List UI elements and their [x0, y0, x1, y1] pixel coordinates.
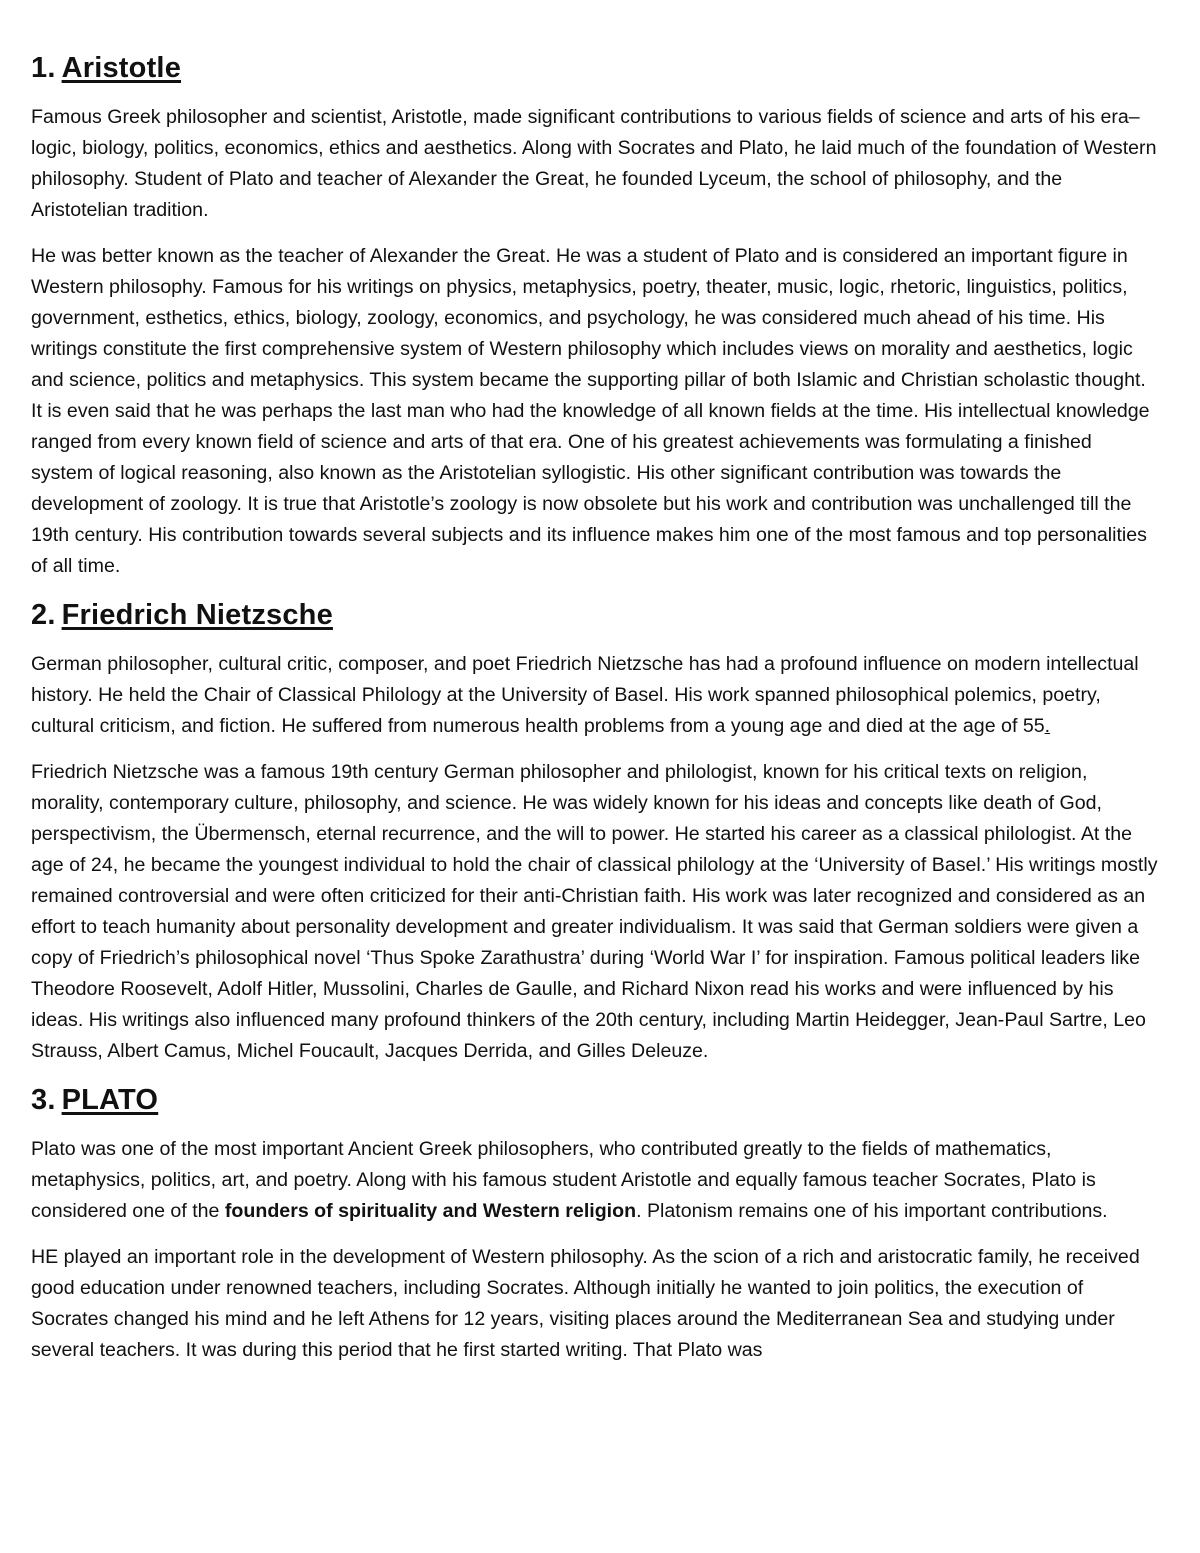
- section-heading: [31, 597, 1158, 633]
- paragraph: HE played an important role in the development of Western philosophy. As the scion of a rich and aristocratic family, he received good education under renowned teachers, including Socrates. Although initially he wanted to join politics, the execution of Socrates changed his mind and he left Athens for 12 years, visiting places around the Mediterranean Sea and studying under several teachers. It was during this period that he first started writing. That Plato was: [31, 1246, 1140, 1361]
- paragraph-text: German philosopher, cultural critic, composer, and poet Friedrich Nietzsche has had a profound influence on modern intellectual history. He held the Chair of Classical Philology at the University of Basel. His work spanned philosophical polemics, poetry, cultural criticism, and fiction. He suffered from numerous health problems from a young age and died at the age of 55: [31, 653, 1139, 737]
- section-number: 1.: [31, 52, 56, 84]
- paragraph: Famous Greek philosopher and scientist, Aristotle, made significant contributions to various fields of science and arts of his era–logic, biology, politics, economics, ethics and aesthetics. Along with Socrates and Plato, he laid much of the foundation of Western philosophy. Student of Plato and teacher of Alexander the Great, he founded Lyceum, the school of philosophy, and the Aristotelian tradition.: [31, 106, 1157, 221]
- section-plato: [31, 1082, 1158, 1366]
- section-title: Aristotle: [61, 52, 182, 84]
- paragraph-bold-phrase: founders of spirituality and Western religion: [224, 1200, 637, 1222]
- paragraph: [31, 649, 1158, 742]
- section-heading: [31, 50, 1158, 86]
- paragraph-text: . Platonism remains one of his important contributions.: [636, 1200, 1108, 1222]
- paragraph-trailing-period: .: [1044, 715, 1051, 737]
- section-aristotle: [31, 50, 1158, 582]
- paragraph: [31, 1134, 1158, 1227]
- section-number: 3.: [31, 1084, 56, 1116]
- section-title: PLATO: [61, 1084, 159, 1116]
- section-nietzsche: [31, 597, 1158, 1067]
- paragraph: Friedrich Nietzsche was a famous 19th century German philosopher and philologist, known for his critical texts on religion, morality, contemporary culture, philosophy, and science. He was widely known for his ideas and concepts like death of God, perspectivism, the Übermensch, eternal recurrence, and the will to power. He started his career as a classical philologist. At the age of 24, he became the youngest individual to hold the chair of classical philology at the ‘University of Basel.’ His writings mostly remained controversial and were often criticized for their anti-Christian faith. His work was later recognized and considered as an effort to teach humanity about personality development and greater individualism. It was said that German soldiers were given a copy of Friedrich’s philosophical novel ‘Thus Spoke Zarathustra’ during ‘World War I’ for inspiration. Famous political leaders like Theodore Roosevelt, Adolf Hitler, Mussolini, Charles de Gaulle, and Richard Nixon read his works and were influenced by his ideas. His writings also influenced many profound thinkers of the 20th century, including Martin Heidegger, Jean-Paul Sartre, Leo Strauss, Albert Camus, Michel Foucault, Jacques Derrida, and Gilles Deleuze.: [31, 761, 1158, 1062]
- section-number: 2.: [31, 599, 56, 631]
- section-heading: [31, 1082, 1158, 1118]
- paragraph: He was better known as the teacher of Alexander the Great. He was a student of Plato and is considered an important figure in Western philosophy. Famous for his writings on physics, metaphysics, poetry, theater, music, logic, rhetoric, linguistics, politics, government, esthetics, ethics, biology, zoology, economics, and psychology, he was considered much ahead of his time. His writings constitute the first comprehensive system of Western philosophy which includes views on morality and aesthetics, logic and science, politics and metaphysics. This system became the supporting pillar of both Islamic and Christian scholastic thought. It is even said that he was perhaps the last man who had the knowledge of all known fields at the time. His intellectual knowledge ranged from every known field of science and arts of that era. One of his greatest achievements was formulating a finished system of logical reasoning, also known as the Aristotelian syllogistic. His other significant contribution was towards the development of zoology. It is true that Aristotle’s zoology is now obsolete but his work and contribution was unchallenged till the 19th century. His contribution towards several subjects and its influence makes him one of the most famous and top personalities of all time.: [31, 245, 1150, 577]
- section-title: Friedrich Nietzsche: [61, 599, 333, 631]
- paragraph-text: Plato was one of the most important Ancient Greek philosophers, who contributed greatly to the fields of mathematics, metaphysics, politics, art, and poetry. Along with his famous student Aristotle and equally famous teacher Socrates, Plato is considered one of the: [31, 1138, 1096, 1222]
